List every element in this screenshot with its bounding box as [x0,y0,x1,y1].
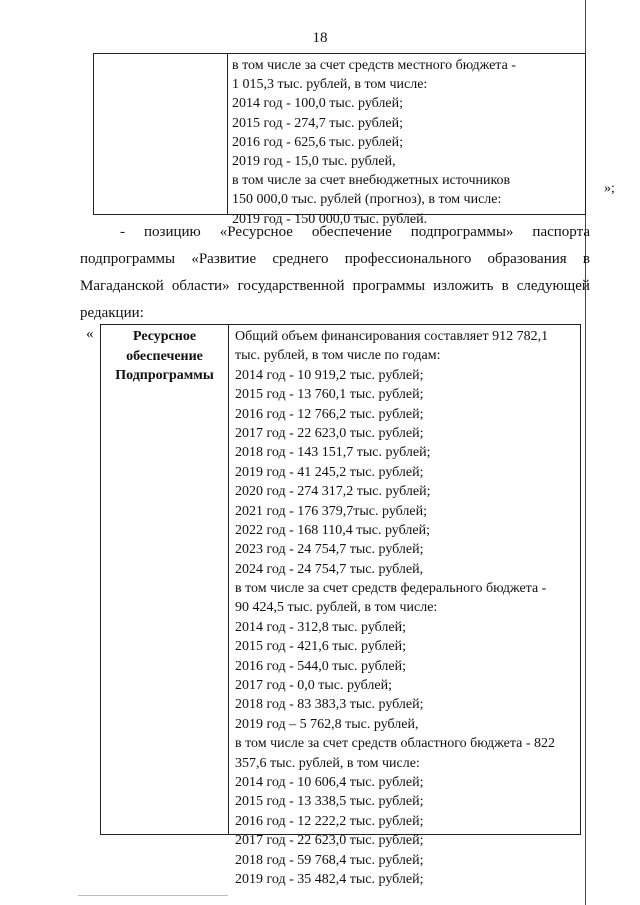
table-line: 2016 год - 12 766,2 тыс. рублей; [235,406,424,422]
table-line: 2019 год - 35 482,4 тыс. рублей; [235,871,424,887]
table-line: в том числе за счет средств местного бюджета - [232,58,516,73]
table-line: 2016 год - 12 222,2 тыс. рублей; [235,813,424,829]
table-heading-cell [101,327,228,386]
table-line: 2017 год - 22 623,0 тыс. рублей; [235,425,424,441]
table-line: 2024 год - 24 754,7 тыс. рублей, [235,561,424,577]
table-line: 2017 год - 22 623,0 тыс. рублей; [235,833,424,849]
table-data-cell [235,327,580,889]
table-line: 2015 год - 13 760,1 тыс. рублей; [235,387,424,403]
page-number: 18 [312,30,328,46]
table-line: 2016 год - 625,6 тыс. рублей; [232,134,404,150]
word: «Развитие [191,251,257,267]
closing-quote-mark: »; [604,181,615,196]
paragraph-line [80,273,590,300]
table-cell-text [232,56,562,229]
word: области» [171,278,230,294]
paragraph-line [80,246,590,273]
word: программы [352,278,426,294]
table-line: в том числе за счет средств областного бюджета - 822 [235,736,555,752]
heading-line: Подпрограммы [115,368,214,383]
word: - [120,224,125,240]
table-line: 2022 год - 168 110,4 тыс. рублей; [235,522,430,538]
table-line: 2019 год - 150 000,0 тыс. рублей. [232,211,428,227]
table-line: 90 424,5 тыс. рублей, в том числе: [235,600,438,616]
word: изложить [433,278,494,294]
table-line: 2018 год - 143 151,7 тыс. рублей; [235,445,431,461]
table-line: 1 015,3 тыс. рублей, в том числе: [232,77,428,93]
word: в [582,251,590,267]
table-line: 2018 год - 83 383,3 тыс. рублей; [235,697,424,713]
paragraph-line [80,219,590,246]
table-line: 2016 год - 544,0 тыс. рублей; [235,658,407,674]
word: государственной [237,278,345,294]
table-line: 2023 год - 24 754,7 тыс. рублей; [235,542,424,558]
table-line: в том числе за счет внебюджетных источников [232,173,511,189]
resource-provision-table [100,324,581,887]
table-line: 2017 год - 0,0 тыс. рублей; [235,678,393,694]
table-line: тыс. рублей, в том числе по годам: [235,348,441,364]
word: обеспечение [311,224,392,240]
top-continuation-table [93,53,586,227]
word: «Ресурсное [219,224,293,240]
table-line: 2014 год - 312,8 тыс. рублей; [235,619,407,635]
word: Магаданской [80,278,164,294]
word: образования [487,251,567,267]
table-line: 2019 год - 15,0 тыс. рублей, [232,153,396,169]
table-line: 2014 год - 100,0 тыс. рублей; [232,96,404,112]
table-line: 2015 год - 13 338,5 тыс. рублей; [235,794,424,810]
table-line: 357,6 тыс. рублей, в том числе: [235,755,420,771]
word: подпрограммы [80,251,176,267]
table-line: 2019 год – 5 762,8 тыс. рублей, [235,716,419,732]
table-line: Общий объем финансирования составляет 912 782,1 [235,329,549,344]
word: в [501,278,509,294]
heading-line: Ресурсное [132,329,197,344]
table-line: 2019 год - 41 245,2 тыс. рублей; [235,464,424,480]
word: редакции: [80,305,144,321]
table-line: 2014 год - 10 606,4 тыс. рублей; [235,774,424,790]
word: паспорта [532,224,590,240]
body-paragraph [80,219,590,327]
table-line: 2015 год - 421,6 тыс. рублей; [235,639,407,655]
table-line: 2014 год - 10 919,2 тыс. рублей; [235,367,424,383]
table-line: в том числе за счет средств федерального бюджета - [235,581,547,597]
heading-line: обеспечение [126,348,203,364]
word: следующей [516,278,590,294]
table-line: 2021 год - 176 379,7тыс. рублей; [235,503,428,519]
word: профессионального [344,251,472,267]
table-line: 2018 год - 59 768,4 тыс. рублей; [235,852,424,868]
table-open-quote: « [86,326,94,342]
word: позицию [144,224,201,240]
table-column-divider [227,54,228,214]
table-line: 2015 год - 274,7 тыс. рублей; [232,115,404,131]
word: среднего [272,251,329,267]
paragraph-line [80,300,590,327]
table-line: 150 000,0 тыс. рублей (прогноз), в том числе: [232,192,502,208]
footnote-rule [78,895,228,896]
table-line: 2020 год - 274 317,2 тыс. рублей; [235,484,431,500]
table-column-divider [228,325,229,834]
word: подпрограммы» [410,224,514,240]
